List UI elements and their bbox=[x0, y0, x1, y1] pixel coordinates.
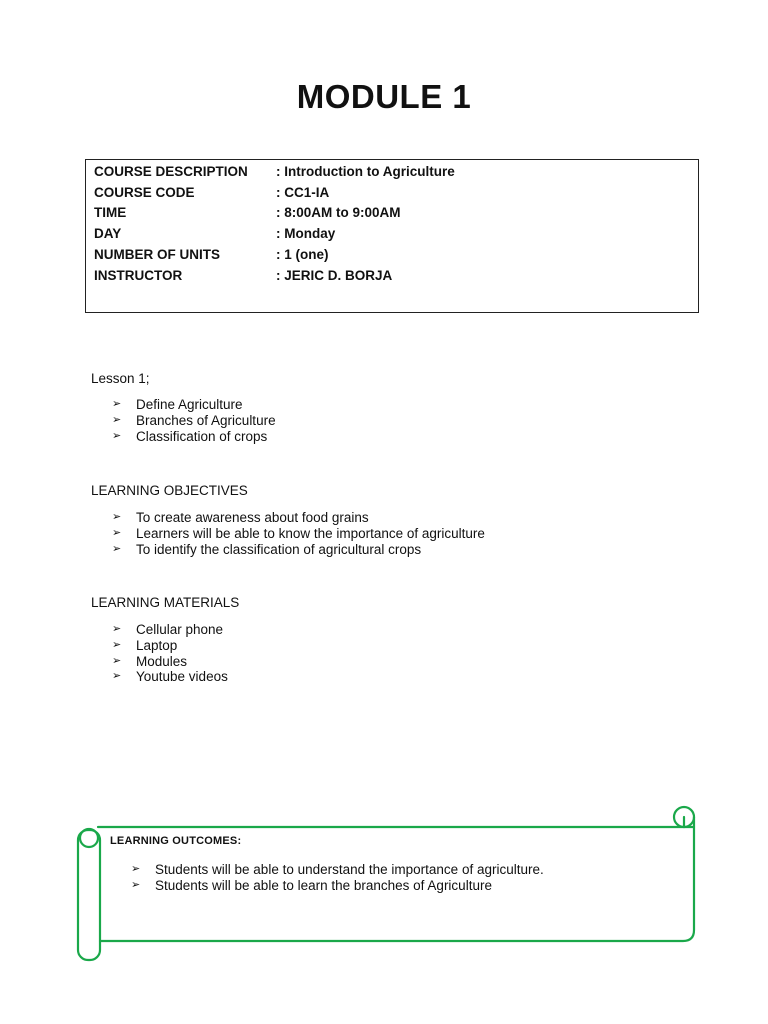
info-value: : 1 (one) bbox=[276, 247, 329, 262]
arrow-bullet-icon: ➢ bbox=[112, 623, 122, 635]
module-title: MODULE 1 bbox=[296, 78, 472, 115]
list-item: ➢ Youtube videos bbox=[112, 669, 228, 685]
outcomes-heading: LEARNING OUTCOMES: bbox=[110, 835, 242, 847]
list-item: ➢ Classification of crops bbox=[112, 428, 268, 444]
list-item: ➢ Cellular phone bbox=[112, 622, 224, 637]
arrow-bullet-icon: ➢ bbox=[112, 638, 122, 651]
arrow-bullet-icon: ➢ bbox=[112, 511, 122, 523]
arrow-bullet-icon: ➢ bbox=[112, 542, 122, 555]
list-item: ➢ Modules bbox=[112, 653, 188, 669]
info-value: : Monday bbox=[276, 226, 336, 241]
arrow-bullet-icon: ➢ bbox=[112, 526, 122, 539]
info-value: : Introduction to Agriculture bbox=[276, 164, 455, 179]
arrow-bullet-icon: ➢ bbox=[112, 670, 122, 683]
arrow-bullet-icon: ➢ bbox=[112, 398, 122, 410]
info-label: NUMBER OF UNITS bbox=[94, 247, 220, 262]
list-item: ➢ Students will be able to learn the branches of Agriculture bbox=[131, 877, 492, 893]
list-item: ➢ Laptop bbox=[112, 637, 178, 653]
list-item: ➢ To create awareness about food grains bbox=[112, 510, 369, 525]
arrow-bullet-icon: ➢ bbox=[112, 413, 122, 426]
info-label: COURSE CODE bbox=[94, 185, 195, 200]
info-label: TIME bbox=[94, 205, 127, 220]
materials-heading: LEARNING MATERIALS bbox=[91, 595, 240, 610]
list-item: ➢ To identify the classification of agricultural crops bbox=[112, 541, 422, 557]
arrow-bullet-icon: ➢ bbox=[131, 878, 141, 891]
lesson-heading: Lesson 1; bbox=[91, 371, 150, 386]
arrow-bullet-icon: ➢ bbox=[112, 654, 122, 667]
list-item: ➢ Define Agriculture bbox=[112, 397, 243, 412]
info-label: COURSE DESCRIPTION bbox=[94, 164, 248, 179]
info-value: : JERIC D. BORJA bbox=[276, 268, 393, 283]
info-label: DAY bbox=[94, 226, 122, 241]
arrow-bullet-icon: ➢ bbox=[131, 863, 141, 875]
arrow-bullet-icon: ➢ bbox=[112, 429, 122, 442]
info-value: : CC1-IA bbox=[276, 185, 330, 200]
outcomes-list bbox=[131, 862, 544, 894]
list-item: ➢ Branches of Agriculture bbox=[112, 412, 276, 428]
list-item: ➢ Learners will be able to know the importance of agriculture bbox=[112, 525, 485, 541]
objectives-heading: LEARNING OBJECTIVES bbox=[91, 483, 248, 498]
info-label: INSTRUCTOR bbox=[94, 268, 183, 283]
info-value: : 8:00AM to 9:00AM bbox=[276, 205, 401, 220]
list-item: ➢ Students will be able to understand the importance of agriculture. bbox=[131, 862, 544, 877]
